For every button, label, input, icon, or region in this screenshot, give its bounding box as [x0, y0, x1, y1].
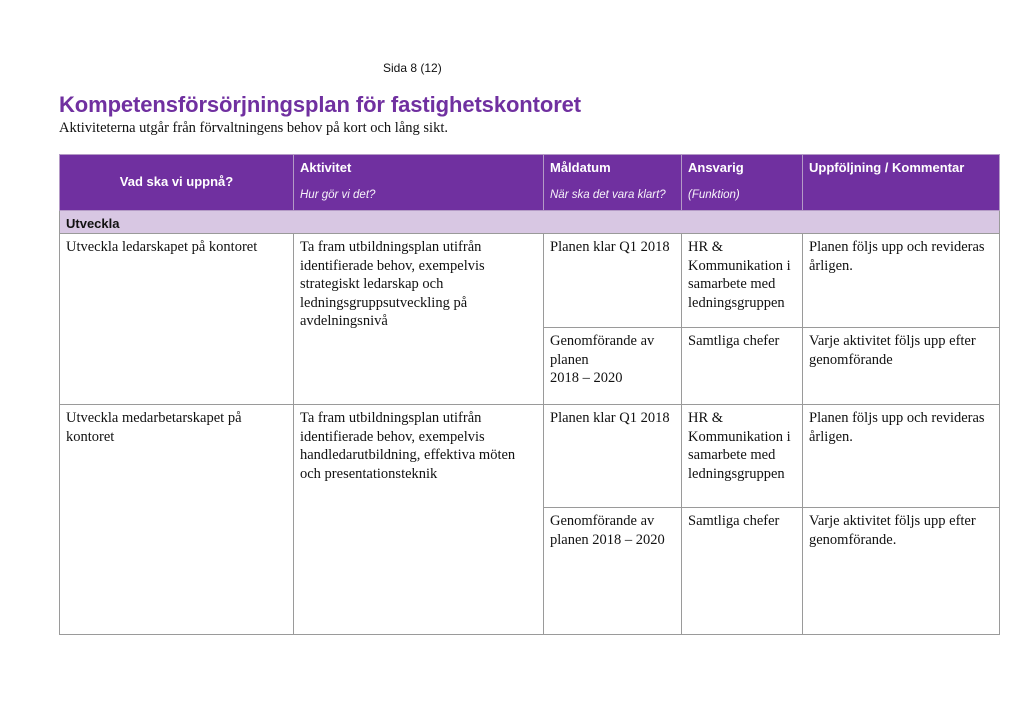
responsible-cell: HR & Kommunikation i samarbete med ledningsgruppen [682, 405, 803, 508]
column-header-followup-label: Uppföljning / Kommentar [809, 160, 965, 175]
responsible-cell: Samtliga chefer [682, 508, 803, 635]
deadline-cell: Planen klar Q1 2018 [544, 234, 682, 328]
page-number: Sida 8 (12) [383, 61, 442, 75]
page-subtitle: Aktiviteterna utgår från förvaltningens behov på kort och lång sikt. [59, 120, 448, 136]
followup-cell: Planen följs upp och revideras årligen. [803, 234, 1000, 328]
competence-plan-table [59, 154, 1000, 635]
column-header-responsible-sub: (Funktion) [688, 188, 740, 201]
column-header-activity [294, 155, 544, 211]
column-header-goal [60, 155, 294, 211]
column-header-responsible [682, 155, 803, 211]
responsible-cell: HR & Kommunikation i samarbete med ledningsgruppen [682, 234, 803, 328]
deadline-cell: Planen klar Q1 2018 [544, 405, 682, 508]
activity-cell: Ta fram utbildningsplan utifrån identifierade behov, exempelvis handledarutbildning, effektiva möten och presentationsteknik [294, 405, 544, 635]
column-header-followup [803, 155, 1000, 211]
table-row [60, 234, 1000, 328]
column-header-deadline [544, 155, 682, 211]
goal-cell: Utveckla medarbetarskapet på kontoret [60, 405, 294, 635]
column-header-activity-sub: Hur gör vi det? [300, 188, 376, 201]
activity-cell: Ta fram utbildningsplan utifrån identifierade behov, exempelvis strategiskt ledarskap och ledningsgruppsutveckling på avdelningsnivå [294, 234, 544, 405]
column-header-deadline-sub: När ska det vara klart? [550, 188, 666, 201]
responsible-cell: Samtliga chefer [682, 328, 803, 405]
column-header-activity-label: Aktivitet [300, 160, 352, 175]
section-label: Utveckla [60, 211, 1000, 234]
column-header-responsible-label: Ansvarig [688, 160, 744, 175]
column-header-goal-label: Vad ska vi uppnå? [119, 174, 234, 190]
table-header-row [60, 155, 1000, 211]
followup-cell: Planen följs upp och revideras årligen. [803, 405, 1000, 508]
goal-cell: Utveckla ledarskapet på kontoret [60, 234, 294, 405]
page-title: Kompetensförsörjningsplan för fastighetskontoret [59, 92, 582, 117]
deadline-cell: Genomförande av planen 2018 – 2020 [544, 508, 682, 635]
table-row [60, 405, 1000, 508]
followup-cell: Varje aktivitet följs upp efter genomförande [803, 328, 1000, 405]
followup-cell: Varje aktivitet följs upp efter genomförande. [803, 508, 1000, 635]
column-header-deadline-label: Måldatum [550, 160, 611, 175]
section-row [60, 211, 1000, 234]
deadline-cell: Genomförande av planen 2018 – 2020 [544, 328, 682, 405]
